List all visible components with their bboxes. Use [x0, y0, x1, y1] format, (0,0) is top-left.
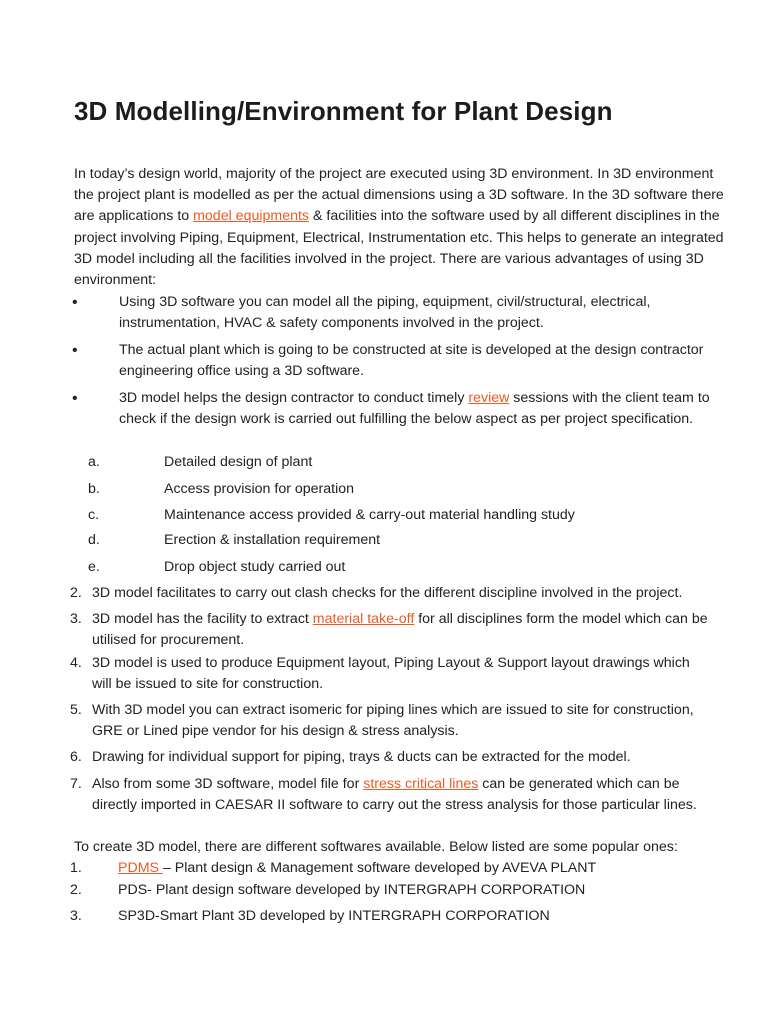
item-number: 2.: [70, 585, 82, 601]
item-text: With 3D model you can extract isomeric for piping lines which are issued to site for construction, GRE or Lined pipe vendor for his design & stress analysis.: [92, 702, 694, 740]
item-text-post: can be generated which can be directly imported in CAESAR II software to carry out the stress analysis for those particular lines.: [92, 776, 697, 814]
sub-item-text: Maintenance access provided & carry-out material handling study: [164, 507, 575, 523]
list-item: [70, 747, 710, 768]
item-number: 3.: [70, 908, 82, 924]
item-text: [70, 609, 710, 651]
item-text: [70, 774, 710, 816]
item-text: SP3D-Smart Plant 3D developed by INTERGRAPH CORPORATION: [118, 908, 550, 924]
list-item: [74, 388, 714, 430]
item-text: [118, 858, 596, 879]
intro-text-1: In today’s design world, majority of the project are executed using 3D environment. In 3D environment the project plant is modelled as per the actual dimensions using a 3D software. In the 3D software there are applications to: [74, 166, 724, 225]
item-number: 3.: [70, 611, 82, 627]
item-text-pre: 3D model has the facility to extract: [92, 611, 313, 627]
sub-item-label: d.: [88, 532, 100, 548]
material-takeoff-link[interactable]: material take-off: [312, 611, 415, 627]
item-text-pre: Also from some 3D software, model file for: [92, 776, 364, 792]
sub-item-label: c.: [88, 507, 100, 523]
item-number: 4.: [70, 655, 82, 671]
sub-item-text: Erection & installation requirement: [164, 532, 381, 548]
sub-item-label: a.: [88, 454, 100, 470]
list-item: [70, 653, 710, 695]
sub-item-label: e.: [88, 559, 100, 575]
item-text-post: for all disciplines form the model which can be utilised for procurement.: [92, 611, 708, 649]
review-link[interactable]: review: [468, 390, 510, 406]
bullet-icon: •: [72, 390, 78, 407]
bullet-icon: •: [72, 294, 78, 311]
item-number: 2.: [70, 882, 82, 898]
intro-paragraph: [74, 164, 724, 291]
sub-item-label: b.: [88, 481, 100, 497]
list-item: [70, 609, 710, 651]
sub-item-text: Access provision for operation: [164, 481, 355, 497]
item-number: 6.: [70, 749, 82, 765]
bullet-text: Using 3D software you can model all the piping, equipment, civil/structural, electrical, instrumentation, HVAC & safety components involved in the project.: [119, 294, 651, 332]
sub-item-text: Detailed design of plant: [164, 454, 313, 470]
list-item: [70, 774, 710, 816]
stress-critical-lines-link[interactable]: stress critical lines: [363, 776, 479, 792]
bullet-text-pre: 3D model helps the design contractor to conduct timely: [119, 390, 469, 406]
intro-text-2: & facilities into the software used by all different disciplines in the project involving Piping, Equipment, Electrical, Instrumentation etc. This helps to generate an integrated 3D model including all the facilities involved in the project. There are various advantages of using 3D environment:: [74, 208, 724, 289]
sub-item-text: Drop object study carried out: [164, 559, 346, 575]
list-item: [70, 583, 710, 604]
bullet-text-post: sessions with the client team to check if the design work is carried out fulfilling the below aspect as per project specification.: [119, 390, 710, 428]
softwares-intro: To create 3D model, there are different softwares available. Below listed are some popular ones:: [74, 839, 678, 855]
item-number: 7.: [70, 776, 82, 792]
item-number: 1.: [70, 860, 82, 876]
bullet-text: [92, 388, 714, 430]
item-text: Drawing for individual support for piping, trays & ducts can be extracted for the model.: [92, 749, 631, 765]
model-equipments-link[interactable]: model equipments: [193, 208, 310, 225]
page-title: 3D Modelling/Environment for Plant Design: [74, 96, 613, 126]
item-text: 3D model is used to produce Equipment layout, Piping Layout & Support layout drawings which will be issued to site for construction.: [92, 655, 690, 693]
pdms-link[interactable]: PDMS: [118, 860, 163, 876]
bullet-icon: •: [72, 342, 78, 359]
list-item: [74, 292, 714, 334]
item-text: PDS- Plant design software developed by INTERGRAPH CORPORATION: [118, 882, 586, 898]
item-number: 5.: [70, 702, 82, 718]
item-text-post: – Plant design & Management software developed by AVEVA PLANT: [162, 860, 597, 876]
bullet-text: The actual plant which is going to be constructed at site is developed at the design contractor engineering office using a 3D software.: [119, 342, 704, 380]
item-text: 3D model facilitates to carry out clash checks for the different discipline involved in the project.: [92, 585, 683, 601]
list-item: [74, 340, 714, 382]
list-item: [70, 700, 710, 742]
